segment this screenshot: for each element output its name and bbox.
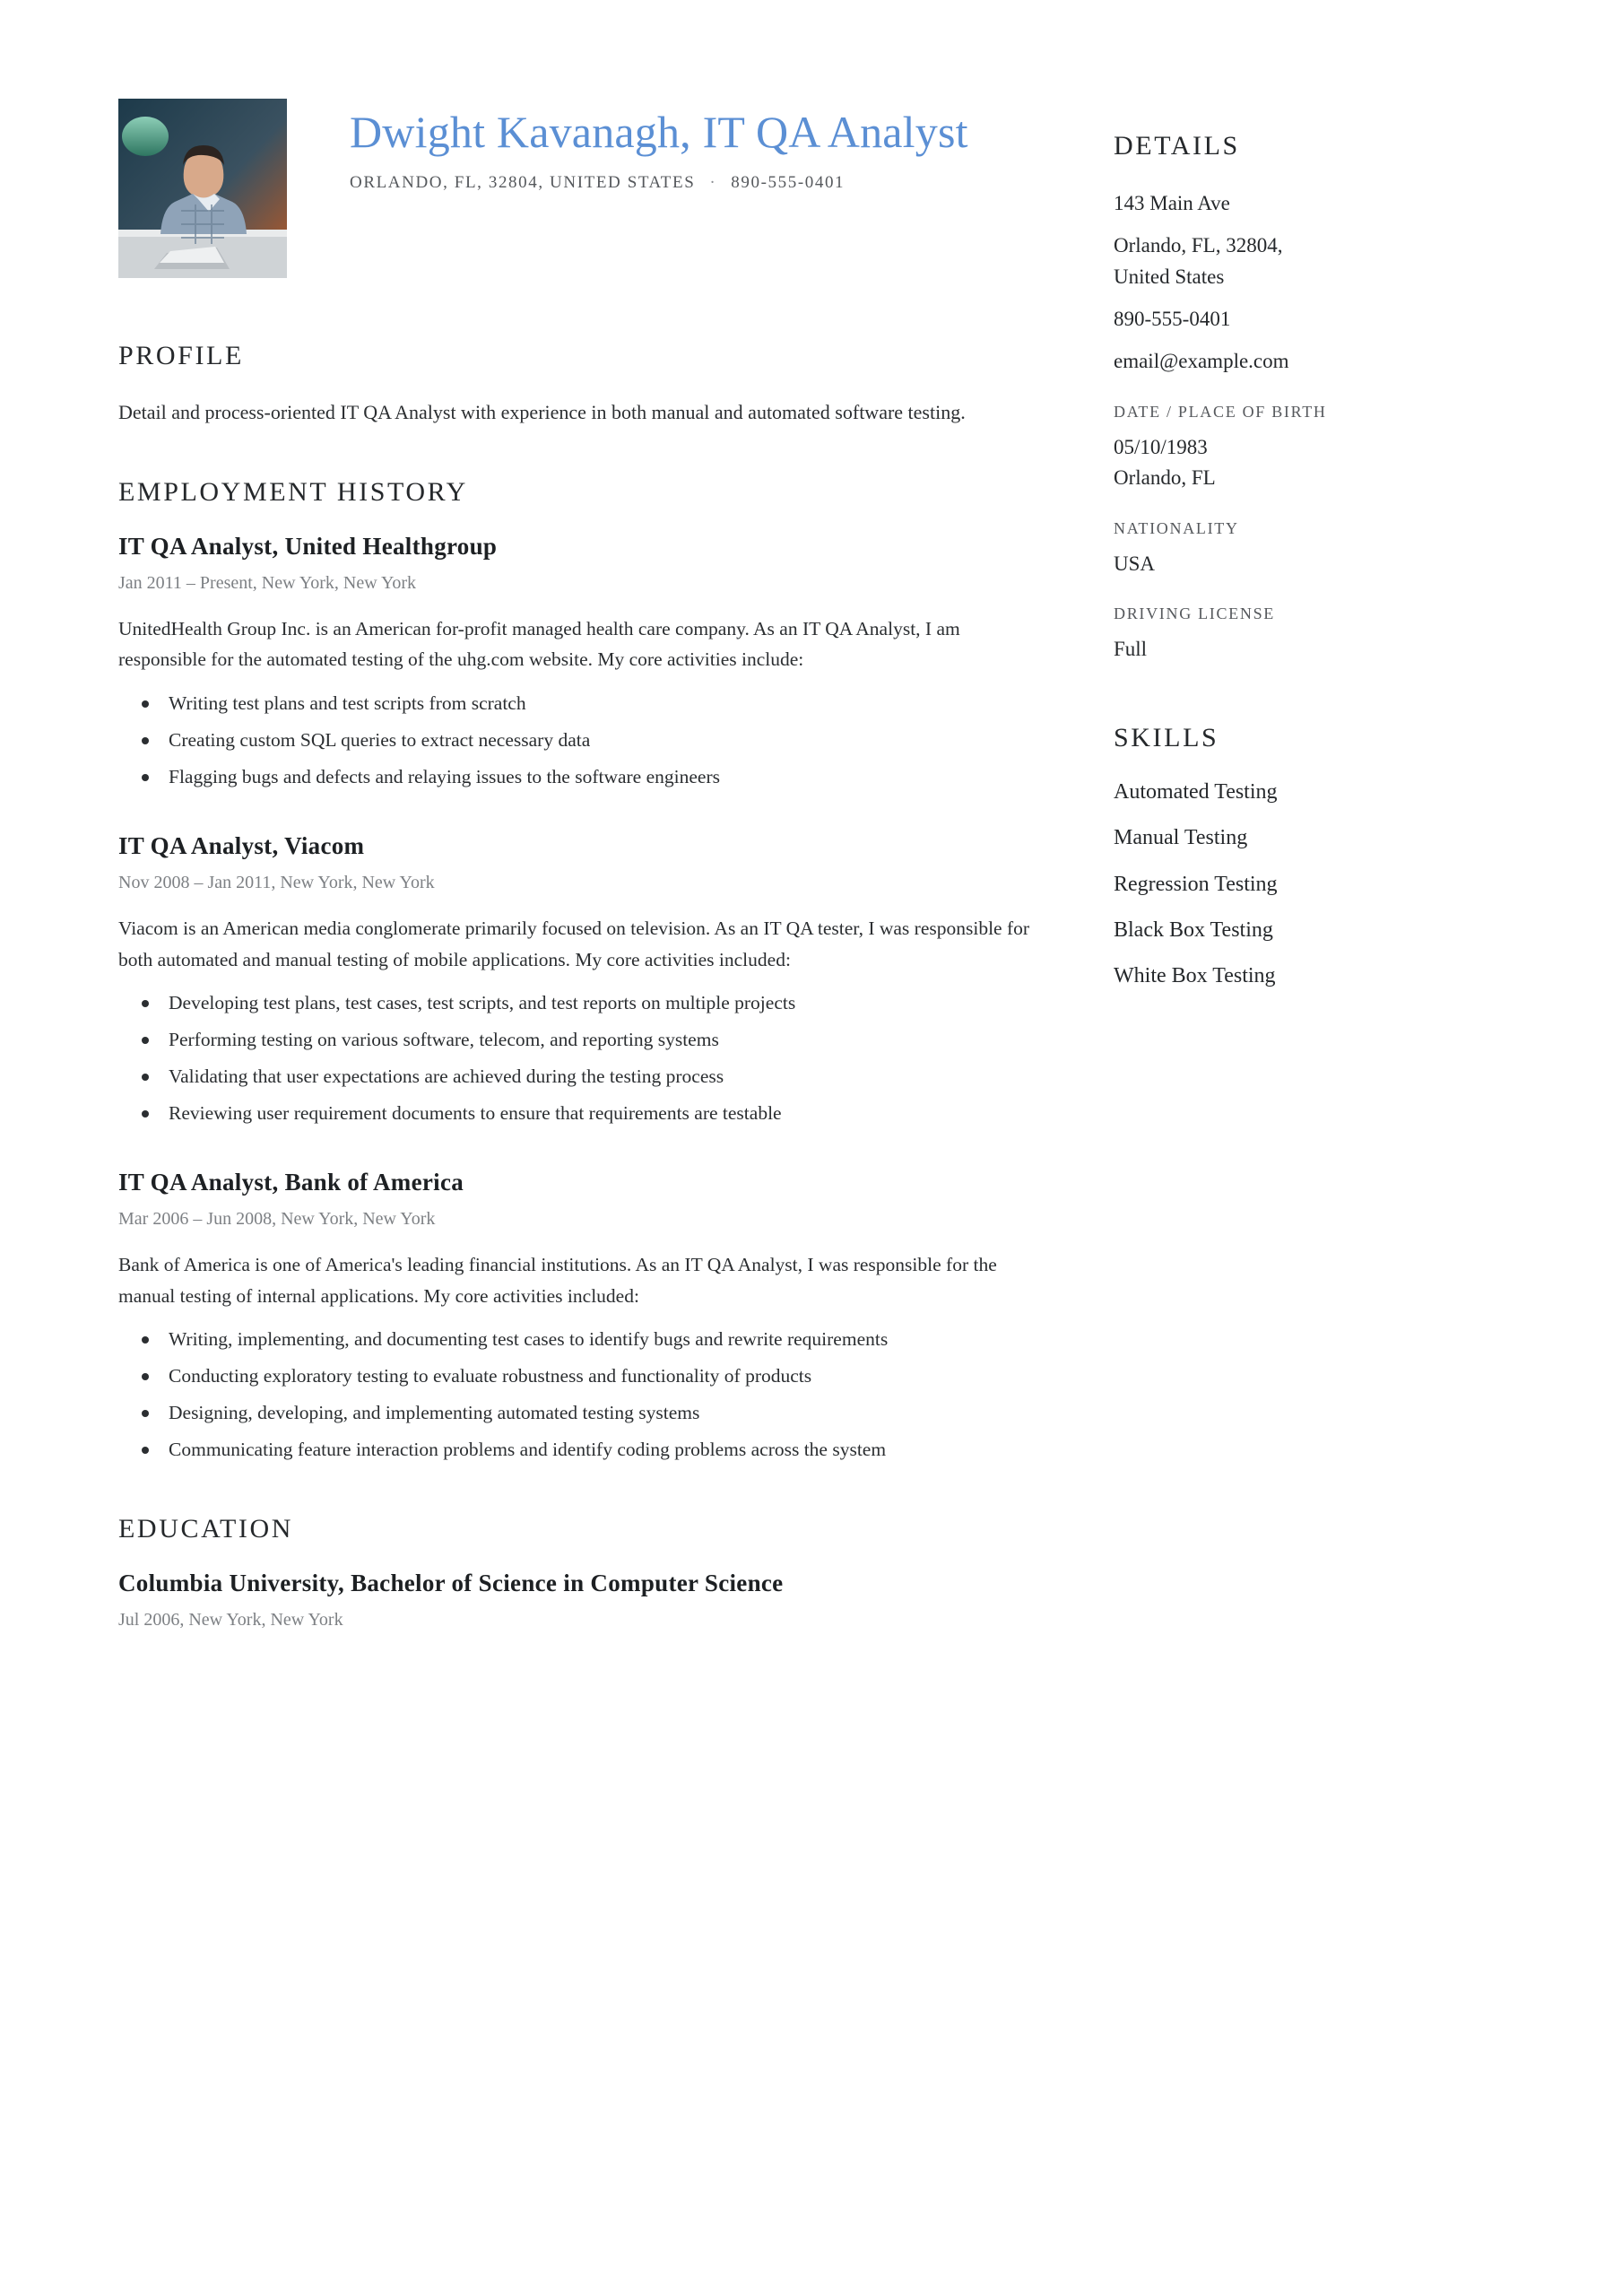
list-item: Performing testing on various software, telecom, and reporting systems bbox=[169, 1024, 1042, 1056]
driving-license-label: DRIVING LICENSE bbox=[1114, 604, 1275, 623]
list-item: Manual Testing bbox=[1114, 826, 1248, 850]
nationality-value: USA bbox=[1114, 552, 1156, 575]
list-item: Flagging bugs and defects and relaying issues to the software engineers bbox=[169, 761, 1042, 793]
list-item: Developing test plans, test cases, test scripts, and test reports on multiple projects bbox=[169, 987, 1042, 1019]
list-item: Reviewing user requirement documents to ensure that requirements are testable bbox=[169, 1098, 1042, 1129]
header-text bbox=[350, 99, 968, 193]
contact-line bbox=[350, 173, 968, 193]
job-bullets bbox=[118, 987, 1042, 1128]
list-item: Validating that user expectations are achieved during the testing process bbox=[169, 1061, 1042, 1092]
list-item: Designing, developing, and implementing automated testing systems bbox=[169, 1397, 1042, 1429]
list-item: Writing, implementing, and documenting test cases to identify bugs and rewrite requirements bbox=[169, 1324, 1042, 1355]
main-column bbox=[118, 99, 1114, 1679]
portrait-photo-icon bbox=[118, 99, 287, 278]
dob-label: DATE / PLACE OF BIRTH bbox=[1114, 402, 1327, 421]
education-heading: EDUCATION bbox=[118, 1513, 294, 1544]
contact-phone: 890-555-0401 bbox=[731, 173, 846, 192]
contact-location: ORLANDO, FL, 32804, UNITED STATES bbox=[350, 173, 696, 192]
education-section bbox=[118, 1514, 1042, 1631]
list-item: Regression Testing bbox=[1114, 872, 1278, 896]
skills-section bbox=[1114, 723, 1490, 988]
details-section bbox=[1114, 131, 1490, 665]
skills-heading: SKILLS bbox=[1114, 722, 1219, 752]
skills-list bbox=[1114, 780, 1490, 988]
list-item: Automated Testing bbox=[1114, 779, 1278, 804]
job-bullets bbox=[118, 688, 1042, 792]
job-entry bbox=[118, 832, 1042, 1129]
job-meta: Nov 2008 – Jan 2011, New York, New York bbox=[118, 872, 435, 892]
page-title: Dwight Kavanagh, IT QA Analyst bbox=[350, 107, 968, 157]
dob-place: Orlando, FL bbox=[1114, 466, 1216, 490]
profile-heading: PROFILE bbox=[118, 341, 244, 370]
employment-heading: EMPLOYMENT HISTORY bbox=[118, 476, 468, 507]
phone-value: 890-555-0401 bbox=[1114, 307, 1231, 330]
job-description: Bank of America is one of America's leading financial institutions. As an IT QA Analyst, I was responsible for the manual testing of internal applications. My core activities included: bbox=[118, 1253, 997, 1307]
education-title: Columbia University, Bachelor of Science in Computer Science bbox=[118, 1569, 784, 1596]
email-value[interactable]: email@example.com bbox=[1114, 349, 1289, 372]
job-description: Viacom is an American media conglomerate primarily focused on television. As an IT QA tester, I was responsible for both automated and manual testing of mobile applications. My core activities included: bbox=[118, 917, 1030, 970]
profile-text: Detail and process-oriented IT QA Analyst with experience in both manual and automated software testing. bbox=[118, 401, 966, 423]
details-heading: DETAILS bbox=[1114, 131, 1240, 161]
employment-section bbox=[118, 477, 1042, 1465]
job-bullets bbox=[118, 1324, 1042, 1465]
job-description: UnitedHealth Group Inc. is an American for-profit managed health care company. As an IT QA Analyst, I am responsible for the automated testing of the uhg.com website. My core activities include: bbox=[118, 617, 960, 671]
list-item: Writing test plans and test scripts from scratch bbox=[169, 688, 1042, 719]
address-line-1: 143 Main Ave bbox=[1114, 192, 1230, 214]
list-item: Communicating feature interaction problems and identify coding problems across the system bbox=[169, 1434, 1042, 1465]
education-meta: Jul 2006, New York, New York bbox=[118, 1609, 343, 1630]
job-meta: Jan 2011 – Present, New York, New York bbox=[118, 572, 417, 593]
list-item: Conducting exploratory testing to evaluate robustness and functionality of products bbox=[169, 1361, 1042, 1392]
address-line-3: United States bbox=[1114, 265, 1225, 288]
job-entry bbox=[118, 1169, 1042, 1465]
job-title: IT QA Analyst, United Healthgroup bbox=[118, 532, 498, 560]
contact-separator: · bbox=[709, 173, 717, 192]
sidebar bbox=[1114, 99, 1490, 1011]
education-entry bbox=[118, 1570, 1042, 1631]
list-item: Black Box Testing bbox=[1114, 918, 1273, 942]
job-meta: Mar 2006 – Jun 2008, New York, New York bbox=[118, 1208, 436, 1229]
avatar bbox=[118, 99, 287, 278]
job-entry bbox=[118, 533, 1042, 793]
dob-date: 05/10/1983 bbox=[1114, 435, 1208, 458]
list-item: White Box Testing bbox=[1114, 964, 1276, 988]
address-line-2: Orlando, FL, 32804, bbox=[1114, 233, 1283, 257]
driving-license-value: Full bbox=[1114, 638, 1148, 661]
nationality-label: NATIONALITY bbox=[1114, 518, 1239, 537]
profile-section bbox=[118, 341, 1042, 429]
list-item: Creating custom SQL queries to extract necessary data bbox=[169, 725, 1042, 756]
job-title: IT QA Analyst, Bank of America bbox=[118, 1168, 464, 1196]
resume-header bbox=[118, 99, 1042, 278]
job-title: IT QA Analyst, Viacom bbox=[118, 831, 365, 859]
